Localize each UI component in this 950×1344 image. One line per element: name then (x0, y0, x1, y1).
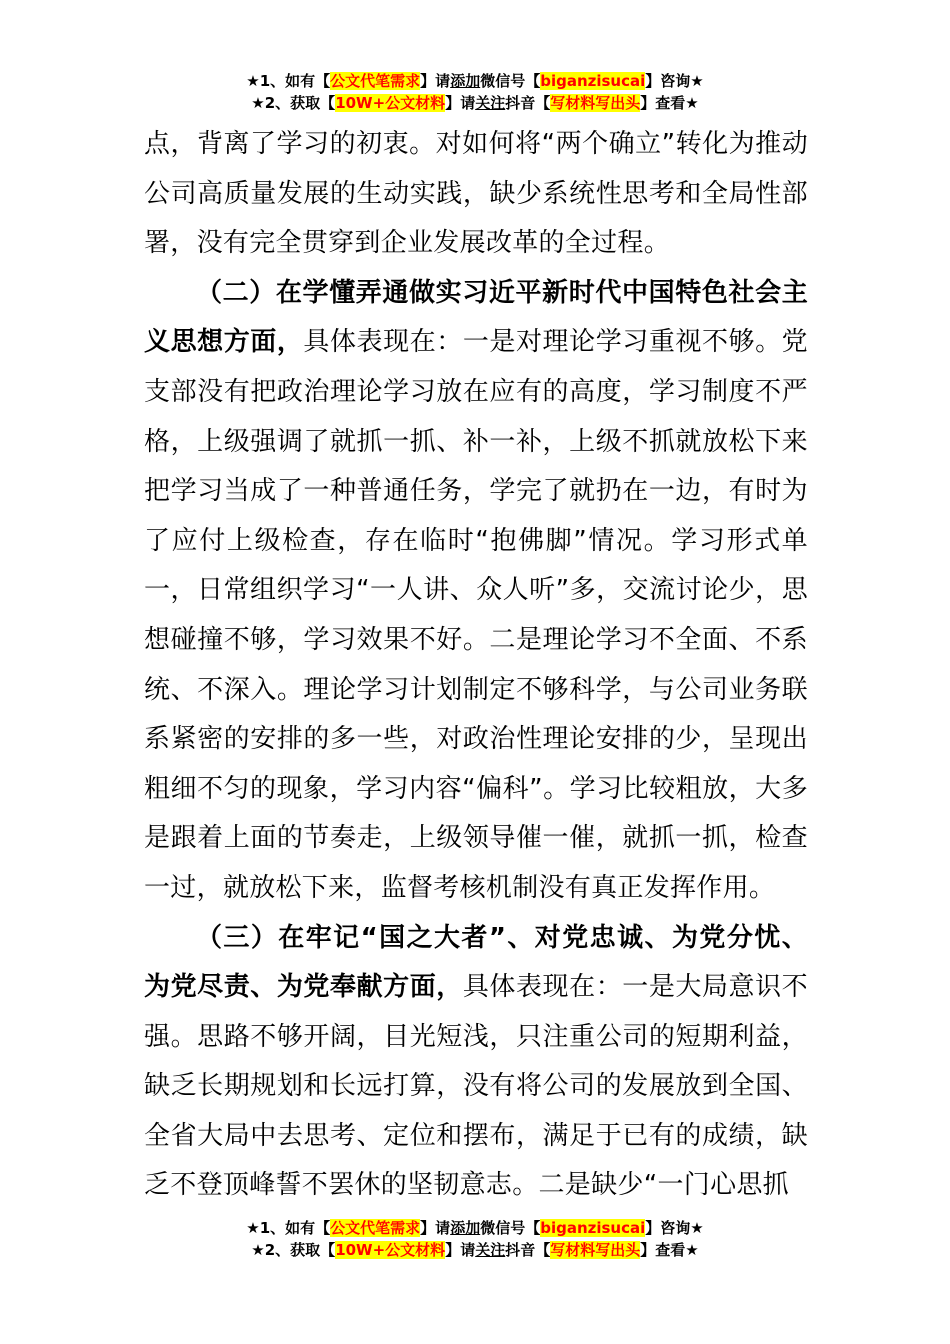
header-banner (0, 70, 950, 114)
section-3-text: 具体表现在：一是大局意识不强。思路不够开阔，目光短浅，只注重公司的短期利益，缺乏长期规划和长远打算，没有将公司的发展放到全国、全省大局中去思考、定位和摆布，满足于已有的成绩，缺乏不登顶峰誓不罢休的坚韧意志。二是缺少“一门心思抓 (144, 972, 808, 1201)
highlight-service: 公文代笔需求 (330, 72, 421, 90)
banner-line-1: ★1、如有【公文代笔需求】请添加微信号【biganzisucai】咨询★ (246, 1219, 704, 1237)
highlight-service: 公文代笔需求 (330, 1219, 421, 1237)
document-body (144, 120, 808, 1211)
banner-line-1: ★1、如有【公文代笔需求】请添加微信号【biganzisucai】咨询★ (246, 72, 704, 90)
highlight-douyin: 写材料写出头 (550, 94, 641, 112)
footer-banner (0, 1217, 950, 1261)
paragraph-continuation: 点，背离了学习的初衷。对如何将“两个确立”转化为推动公司高质量发展的生动实践，缺少系统性思考和全局性部署，没有完全贯穿到企业发展改革的全过程。 (144, 129, 808, 259)
highlight-douyin: 写材料写出头 (550, 1241, 641, 1259)
highlight-materials: 10W+公文材料 (335, 1241, 446, 1259)
paragraph-section-3 (144, 914, 808, 1212)
paragraph-section-2 (144, 269, 808, 914)
highlight-wechat-id: biganzisucai (540, 1219, 646, 1237)
banner-line-2: ★2、获取【10W+公文材料】请关注抖音【写材料写出头】查看★ (251, 1241, 699, 1259)
section-2-heading: （二）在学懂弄通做实习近平新时代中国特色社会主义思想方面， (144, 277, 808, 358)
section-2-text: 具体表现在：一是对理论学习重视不够。党支部没有把政治理论学习放在应有的高度，学习制度不严格，上级强调了就抓一抓、补一补，上级不抓就放松下来把学习当成了一种普通任务，学完了就扔在一边，有时为了应付上级检查，存在临时“抱佛脚”情况。学习形式单一，日常组织学习“一人讲、众人听”多，交流讨论少，思想碰撞不够，学习效果不好。二是理论学习不全面、不系统、不深入。理论学习计划制定不够科学，与公司业务联系紧密的安排的多一些，对政治性理论安排的少，呈现出粗细不匀的现象，学习内容“偏科”。学习比较粗放，大多是跟着上面的节奏走，上级领导催一催，就抓一抓，检查一过，就放松下来，监督考核机制没有真正发挥作用。 (144, 327, 808, 903)
highlight-wechat-id: biganzisucai (540, 72, 646, 90)
highlight-materials: 10W+公文材料 (335, 94, 446, 112)
banner-line-2: ★2、获取【10W+公文材料】请关注抖音【写材料写出头】查看★ (251, 94, 699, 112)
section-3-heading: （三）在牢记“国之大者”、对党忠诚、为党分忧、为党尽责、为党奉献方面， (144, 922, 808, 1003)
